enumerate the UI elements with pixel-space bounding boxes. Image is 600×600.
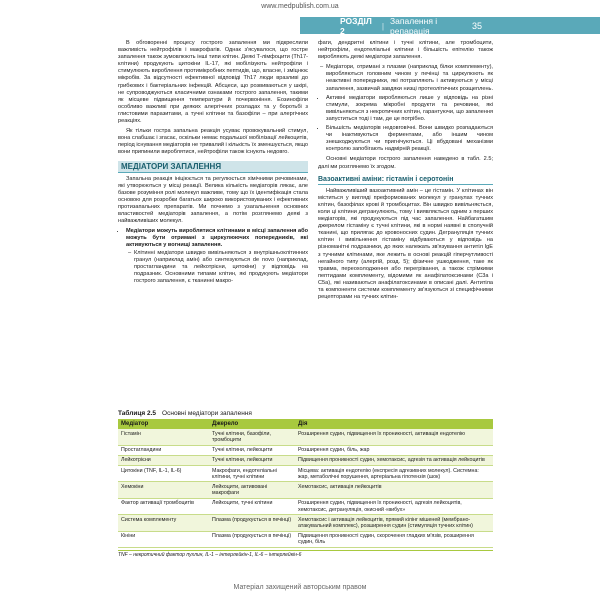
bullet-list [118, 228, 308, 285]
paragraph: фаги, дендритні клітини і тучні клітини, але тромбоцити, нейтрофіли, ендотеліальні клітини і більшість епітелію також виробляють деякі медіатори запалення. [318, 40, 493, 61]
list-item: • Активні медіатори виробляються лише у відповідь на різні стимули, зокрема мікробні продукти та речовини, які вивільняються з некротичних клітин, гарантуючи, що запалення запуститься тоді і там, де це потрібно. [326, 95, 493, 123]
table-row: Хемокіни Лейкоцити, активовані макрофаги Хемотаксис, активація лейкоцитів [118, 482, 493, 498]
chapter-title: Запалення і репарація [390, 15, 438, 36]
sub-list-item: – Медіатори, отримані з плазми (наприклад білки комплементу), виробляються головним чином у печінці та циркулюють як неактивні попередники, які потрапляють і активуються у місці запалення, зазвичай завдяки низці протеолітичних розщеплень. [326, 64, 493, 92]
table-row: Система комплементу Плазма (продукується в печінці) Хемотаксис і активація лейкоцитів, прямий кілінг мішеней (мембрано-атакувальний комплекс), розширення судин (стимуляція тучних клітин) [118, 515, 493, 531]
paragraph: Основні медіатори гострого запалення наведено в табл. 2.5; далі ми розглянемо їх згодом. [318, 156, 493, 170]
site-url: www.medpublish.com.ua [261, 3, 339, 10]
table-header-row [118, 419, 493, 429]
mediators-table [118, 419, 493, 548]
table-row: Фактор активації тромбоцитів Лейкоцити, тучні клітини Розширення судин, підвищення їх проникності, адгезія лейкоцитів, хемотаксис, дегрануляція, окисний «вибух» [118, 498, 493, 514]
bullet-list [318, 64, 493, 153]
column-header: Джерело [209, 419, 295, 429]
table-caption: Таблиця 2.5 Основні медіатори запалення [118, 410, 252, 417]
section-heading: МЕДІАТОРИ ЗАПАЛЕННЯ [118, 161, 308, 173]
table-row: Гістамін Тучні клітини, базофіли, тромбоцити Розширення судин, підвищення їх проникності, активація ендотелію [118, 429, 493, 445]
table-row: Простагландини Тучні клітини, лейкоцити Розширення судин, біль, жар [118, 445, 493, 455]
mediators-table-block [118, 410, 493, 558]
page-header [300, 17, 600, 34]
subsection-heading: Вазоактивні аміни: гістамін і серотонін [318, 176, 493, 185]
sub-list-item: – Клітинні медіатори швидко вивільняються з внутрішньоклітинних гранул (наприклад амін) або синтезуються de novo (наприклад, простагландини та лейкотрієни, цитокіни) у відповідь на подразник. Основними типами клітин, які продукують медіатори гострого запалення, є тканинні макро- [134, 250, 308, 285]
left-column [118, 40, 308, 288]
table-row: Цитокіни (TNF, IL-1, IL-6) Макрофаги, ендотеліальні клітини, тучні клітини Місцева: активація ендотелію (експресія адгезивних молекул). Системна: жар, метаболічні порушення, артеріальна гіпотензія (шок) [118, 466, 493, 482]
paragraph: Як тільки гостра запальна реакція усуває провокувальний стимул, вона слабшає і згасає, оскільки немає подальшої мобілізації лейкоцитів, період існування медіаторів не тривалий і кількість їх зменшується, якщо вони припинили вироблятися, нейтрофіли також існують недовго. [118, 128, 308, 156]
table-footnote: TNF – некротичний фактор пухлин, IL-1 – інтерлейкін-1, IL-6 – інтерлейкін-6 [118, 550, 493, 558]
table-row: Лейкотрієни Тучні клітини, лейкоцити Підвищення проникності судин, хемотаксис, адгезія та активація лейкоцитів [118, 455, 493, 465]
list-item: • Більшість медіаторів недовговічні. Вони швидко розпадаються чи інактивуються ферментами, або іншим чином знешкоджуються чи пригнічуються. Ці вбудовані механізми контролю запобігають надмірній реакції. [326, 125, 493, 153]
table-row: Кініни Плазма (продукується в печінці) Підвищення проникності судин, скорочення гладких м'язів, розширення судин, біль [118, 531, 493, 547]
right-column [318, 40, 493, 304]
list-item: • Медіатори можуть вироблятися клітинами в місці запалення або можуть бути отримані з циркулюючих попередників, які активуються у вогнищі запалення. – Клітинні медіатори швидко вивільняються з внутрішньоклітинних гранул (наприклад амін) або синтезуються de novo (наприклад, простагландини та лейкотрієни, цитокіни) у відповідь на подразник. Основними типами клітин, які продукують медіатори гострого запалення, є тканинні макро- [126, 228, 308, 285]
page-number: 35 [471, 20, 482, 31]
header-separator: | [381, 20, 385, 31]
copyright-notice: Матеріал захищений авторським правом [233, 584, 367, 591]
chapter-label: РОЗДІЛ 2 [340, 15, 372, 36]
column-header: Медіатор [118, 419, 209, 429]
paragraph: В обговоренні процесу гострого запалення ми підкреслили важливість нейтрофілів і макрофагів. Однак з'ясувалося, що гостре запалення також зумовлюють інші типи клітин. Деякі Т-лімфоцити (Th17-клітини) продукують цитокіни IL-17, які мобілізують нейтрофіли і стимулюють вироблення протимікробних пептидів, що, власне, і зміцнює мікробів. За відсутності ефективної відповіді Th17 люди вразливі до грибкових і бактеріальних інфекцій. Абсцеси, що розвиваються у шкірі, не супроводжуються класичними ознаками гострого запалення, такими як місцеве підвищення температури й почервоніння. Еозинофіли особливо важливі при деяких алергічних розладах та у боротьбі з глистовими паразитами, а тучні клітини та базофіли – при алергічних реакціях. [118, 40, 308, 125]
paragraph: Запальна реакція ініціюється та регулюється хімічними речовинами, які утворюються у місці реакції. Велика кількість медіаторів лякає, але базове розуміння ролі молекул важливе, тому що їх ідентифікація стала основою для розробки багатьох широко використовуваних і ефективних протизапальних препаратів. Ми почнемо з узагальнення основних властивостей медіаторів запалення, а потім розглянемо деякі з найважливіших молекул. [118, 175, 308, 225]
paragraph: Найважливіший вазоактивний амін – це гістамін. У клітинах він міститься у вигляді преформованих молекул у гранулах тучних клітин, базофілах крові й тромбоцитах. Він швидко вивільняється, коли ці клітини дегранулюють, тому і виявляється одним з перших медіаторів, які продукуються під час запалення. Найбагатшим джерелом гістаміну є тучні клітини, які в нормі наявні в сполучній тканині, що прилягає до кровоносних судин. Дегрануляція тучних клітин і вивільнення гістаміну відбуваються у відповідь на різноманітні подразники, до яких належать зв'язування антитіл IgE з тучними клітинами, яке лежить в основі реакцій гіперчутливості негайного типу (алергій, розд. 5); фізичне ушкодження, таке як травма, переохолодження або перегрівання, а також стрімкими пептидами комплементу, відомими як анафілатоксинами (C3a і C5a), які називаються анафілатоксинами в описані далі. Антитіла та компоненти системи комплементу зв'язуються зі специфічними рецепторами на тучних клітин- [318, 187, 493, 301]
column-header: Дія [295, 419, 493, 429]
